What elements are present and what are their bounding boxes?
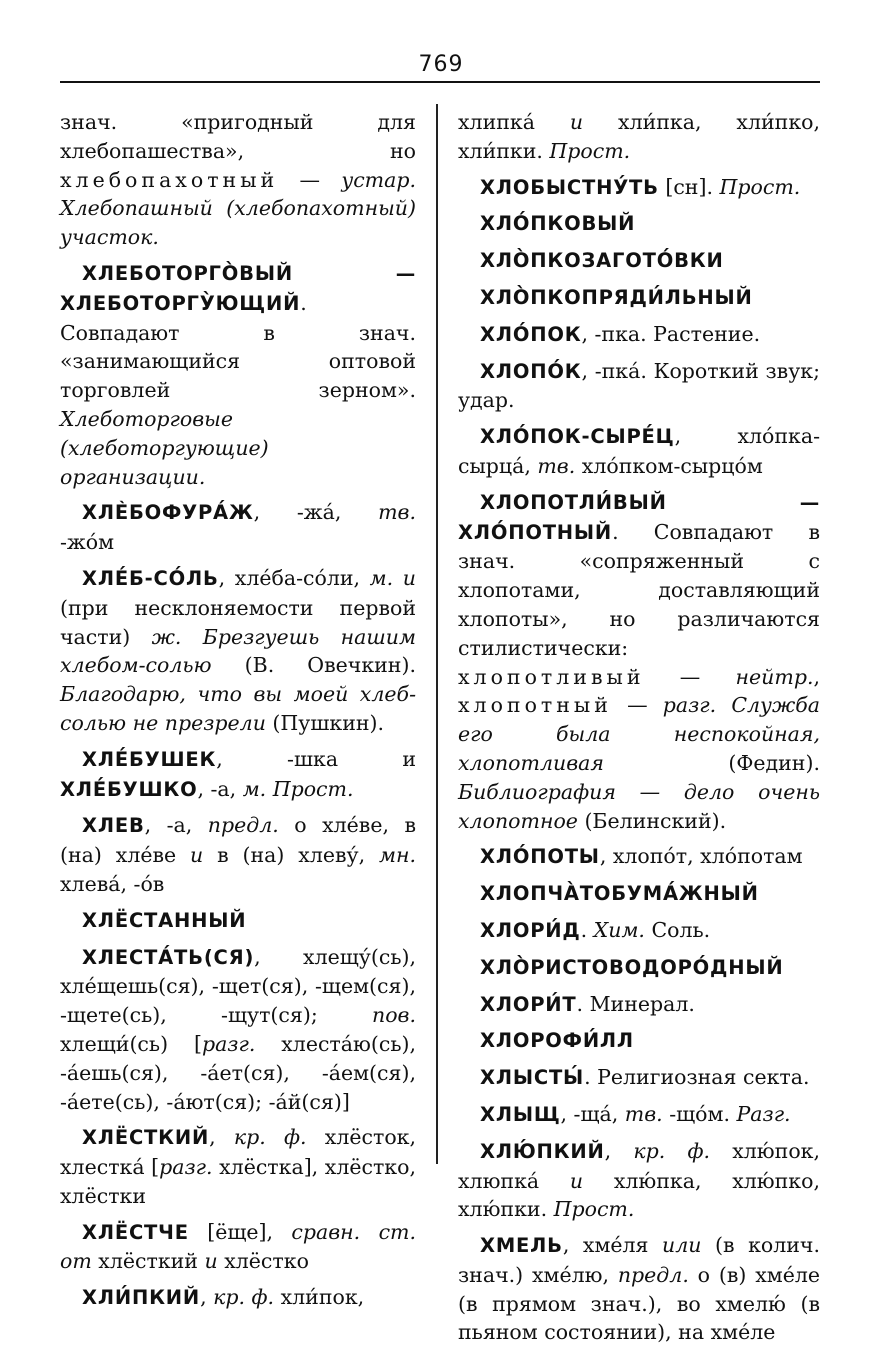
header-rule bbox=[60, 81, 820, 83]
headword: ХМЕЛЬ bbox=[480, 1234, 563, 1258]
page-number: 769 bbox=[418, 52, 464, 77]
italic-note: Библиография — дело очень хлопотное bbox=[458, 779, 820, 833]
dictionary-entry bbox=[458, 953, 820, 983]
dictionary-entry bbox=[60, 498, 416, 557]
italic-note: и bbox=[569, 1168, 584, 1193]
entry-text: . Минерал. bbox=[576, 991, 695, 1016]
dictionary-entry bbox=[60, 943, 416, 1117]
entry-text: о (в) хме́ле (в прямом знач.), во хмелю́ (в пьяном состоянии), на хме́ле bbox=[458, 1262, 820, 1345]
entry-text: (при несклоняемости первой части) bbox=[60, 595, 416, 649]
dictionary-entry bbox=[458, 1026, 820, 1056]
dictionary-entry bbox=[458, 283, 820, 313]
dictionary-entry bbox=[60, 1218, 416, 1277]
entry-text: , -жа́, bbox=[253, 500, 379, 525]
entry-text: — bbox=[611, 693, 663, 718]
headword: ХЛЁСТКИЙ bbox=[82, 1126, 210, 1150]
italic-note: предл. bbox=[617, 1262, 689, 1287]
headword: ХЛЕ́Б-СО́ЛЬ bbox=[82, 566, 219, 590]
dictionary-entry bbox=[458, 173, 820, 203]
entry-text: (Пушкин). bbox=[265, 710, 385, 735]
headword: ХЛЁСТАННЫЙ bbox=[82, 908, 247, 932]
dictionary-entry bbox=[60, 745, 416, 805]
headword: ХЛО́ПОТЫ bbox=[480, 845, 600, 869]
italic-note: Прост. bbox=[553, 1197, 635, 1222]
headword: ХЛОБЫСТНУ́ТЬ bbox=[480, 175, 659, 199]
dictionary-entry bbox=[60, 564, 416, 738]
headword: ХЛО̀РИСТОВОДОРО́ДНЫЙ bbox=[480, 955, 784, 979]
italic-note: и bbox=[569, 110, 584, 134]
entry-text: (Федин). bbox=[603, 750, 820, 775]
entry-text: (В. Овечкин). bbox=[211, 653, 416, 678]
entry-text: , хлещу́(сь), хле́щешь(ся), -щет(ся), -щем(ся), -щете(сь), -щут(ся); bbox=[60, 944, 416, 1028]
entry-text: хлещи́(сь) [ bbox=[60, 1031, 202, 1056]
italic-note: Благодарю, что вы моей хлеб-солью не презрели bbox=[60, 682, 416, 735]
headword: ХЛОРИ́Т bbox=[480, 992, 577, 1016]
entry-text: , хлопо́т, хло́потам bbox=[599, 844, 803, 869]
headword: ХЛО́ПКОВЫЙ bbox=[480, 212, 636, 236]
entry-text: , -ща́, bbox=[560, 1101, 625, 1126]
italic-note: Хлеботорговые (хлеботоргующие) организации. bbox=[60, 406, 269, 489]
entry-text: хлёстко bbox=[217, 1249, 309, 1274]
italic-note: ж. Брезгуешь нашим хлебом-солью bbox=[60, 624, 416, 678]
dictionary-entry bbox=[458, 879, 820, 909]
entry-text: хлю́пок, хлюпка́ bbox=[458, 1138, 820, 1193]
right-column bbox=[458, 108, 820, 1347]
entry-text: о хле́ве, в (на) хле́ве bbox=[60, 813, 417, 868]
dictionary-entry bbox=[458, 990, 820, 1020]
italic-note: и bbox=[204, 1249, 218, 1274]
entry-text: — bbox=[644, 664, 736, 689]
dictionary-entry bbox=[458, 246, 820, 276]
entry-text: , хло́пка-сырца́, bbox=[458, 424, 820, 478]
entry-text: , -пка́. Короткий звук; удар. bbox=[458, 358, 820, 413]
entry-text: , хме́ля bbox=[562, 1233, 663, 1258]
entry-text: -що́м. bbox=[662, 1101, 737, 1126]
dictionary-entry bbox=[60, 811, 416, 898]
headword: ХЛОПЧА̀ТОБУМА́ЖНЫЙ bbox=[480, 882, 759, 906]
italic-note: Разг. bbox=[736, 1101, 791, 1126]
entry-text: в (на) хлеву́, bbox=[203, 843, 379, 868]
headword: ХЛОРИ́Д bbox=[480, 918, 581, 942]
italic-note: пов. bbox=[372, 1003, 416, 1028]
headword: ХЛЕБОТОРГО̀ВЫЙ — ХЛЕБОТОРГУ̀ЮЩИЙ bbox=[60, 261, 416, 315]
entry-text: . bbox=[580, 917, 594, 942]
entry-text: . Религиозная секта. bbox=[584, 1065, 810, 1090]
dictionary-entry bbox=[458, 488, 820, 836]
entry-text: хлёсткий bbox=[91, 1249, 205, 1274]
italic-note: кр. ф. bbox=[213, 1285, 275, 1310]
entry-text: . Совпадают в знач. «сопряженный с хлопотами, доставляющий хлопоты», но различаются стилистически: bbox=[458, 519, 820, 660]
entry-text: хлеста́ю(сь), -а́ешь(ся), -а́ет(ся), -а́ем(ся), -а́ете(сь), -а́ют(ся); -а́й(ся)] bbox=[60, 1031, 416, 1114]
dictionary-entry bbox=[458, 1063, 820, 1093]
headword: ХЛЕ́БУШКО bbox=[60, 777, 198, 801]
italic-note: предл. bbox=[207, 813, 279, 838]
italic-note: Хим. bbox=[593, 917, 645, 942]
italic-note: кр. ф. bbox=[233, 1125, 307, 1150]
italic-note: м. Прост. bbox=[242, 776, 354, 801]
italic-note: и bbox=[190, 843, 204, 868]
entry-text: хлева́, -о́в bbox=[60, 871, 165, 896]
headword: ХЛЫЩ bbox=[480, 1102, 561, 1126]
headword: ХЛЁСТЧЕ bbox=[82, 1220, 189, 1244]
headword: ХЛО̀ПКОЗАГОТО́ВКИ bbox=[480, 249, 724, 273]
headword: ХЛЫСТЫ́ bbox=[480, 1066, 585, 1090]
dictionary-entry bbox=[458, 320, 820, 350]
dictionary-entry bbox=[458, 1100, 820, 1130]
left-column bbox=[60, 108, 416, 1313]
entry-text: хлю́пка, хлю́пко, хлю́пки. bbox=[458, 1168, 820, 1222]
entry-text: хло́пком-сырцо́м bbox=[575, 453, 763, 478]
dictionary-entry bbox=[458, 1137, 820, 1224]
entry-text: хли́пок, bbox=[274, 1285, 365, 1310]
entry-text: , -а, bbox=[197, 776, 243, 801]
headword: ХЛОПО́К bbox=[480, 359, 582, 383]
italic-note: тв. bbox=[378, 500, 416, 525]
entry-text: — bbox=[278, 167, 342, 192]
italic-note: сравн. ст. от bbox=[60, 1219, 417, 1274]
dictionary-entry bbox=[458, 108, 820, 166]
italic-note: Прост. bbox=[719, 174, 801, 199]
italic-note: м. и bbox=[369, 565, 416, 590]
dictionary-entry bbox=[60, 108, 416, 252]
italic-note: кр. ф. bbox=[633, 1138, 711, 1163]
headword: ХЛО́ПОК-СЫРЕ́Ц bbox=[480, 425, 675, 449]
headword: ХЛЕСТА́ТЬ(СЯ) bbox=[82, 945, 255, 969]
entry-text: хлипка́ bbox=[458, 110, 570, 134]
dictionary-entry bbox=[60, 1283, 416, 1313]
italic-note: разг. bbox=[201, 1031, 256, 1056]
headword: ХЛЀБОФУРА́Ж bbox=[82, 501, 254, 525]
headword: ХЛЕВ bbox=[82, 814, 145, 838]
dictionary-entry bbox=[458, 422, 820, 481]
italic-note: нейтр. bbox=[735, 664, 814, 689]
italic-note: тв. bbox=[624, 1101, 663, 1126]
entry-text: (Белинский). bbox=[577, 808, 727, 833]
spaced-word: хлопотный bbox=[458, 693, 612, 718]
entry-text: Соль. bbox=[644, 917, 711, 942]
entry-text: , bbox=[813, 664, 820, 689]
entry-text: , -пка. Растение. bbox=[581, 321, 761, 346]
dictionary-entry bbox=[458, 842, 820, 872]
spaced-word: хлопотливый bbox=[458, 664, 645, 689]
headword: ХЛЕ́БУШЕК bbox=[82, 747, 217, 771]
entry-text: . Совпадают в знач. «занимающийся оптовой торговлей зерном». bbox=[60, 290, 416, 403]
entry-text: [сн]. bbox=[658, 174, 720, 199]
entry-text: , хле́ба-со́ли, bbox=[218, 565, 370, 590]
dictionary-entry bbox=[458, 1231, 820, 1347]
headword: ХЛИ́ПКИЙ bbox=[82, 1286, 201, 1310]
entry-text: , bbox=[200, 1285, 214, 1310]
entry-text: хлёсток, хлестка́ [ bbox=[60, 1125, 416, 1180]
headword: ХЛЮ́ПКИЙ bbox=[480, 1139, 605, 1163]
italic-note: мн. bbox=[378, 843, 416, 868]
column-divider bbox=[436, 104, 438, 1164]
dictionary-entry bbox=[60, 259, 416, 491]
entry-text: , -шка и bbox=[216, 746, 416, 771]
dictionary-entry bbox=[60, 906, 416, 936]
italic-note: разг. bbox=[159, 1155, 213, 1180]
entry-text: (в колич. знач.) хме́лю, bbox=[458, 1233, 820, 1287]
dictionary-entry bbox=[458, 209, 820, 239]
dictionary-entry bbox=[458, 357, 820, 416]
entry-text: , -а, bbox=[144, 813, 208, 838]
entry-text: , bbox=[604, 1138, 634, 1163]
headword: ХЛОПОТЛИ́ВЫЙ — ХЛО́ПОТНЫЙ bbox=[458, 490, 820, 544]
entry-text: хли́пка, хли́пко, хли́пки. bbox=[458, 110, 821, 163]
headword: ХЛО̀ПКОПРЯДИ́ЛЬНЫЙ bbox=[480, 285, 753, 309]
headword: ХЛО́ПОК bbox=[480, 322, 582, 346]
entry-text: хлёстка], хлёстко, хлёстки bbox=[60, 1155, 416, 1208]
italic-note: разг. Служба его была неспокойная, хлопотливая bbox=[458, 693, 820, 775]
italic-note: или bbox=[662, 1233, 702, 1258]
italic-note: Прост. bbox=[549, 138, 631, 163]
entry-text: -жо́м bbox=[60, 530, 115, 555]
dictionary-entry bbox=[458, 916, 820, 946]
italic-note: устар. Хлебопашный (хлебопахотный) участок. bbox=[60, 167, 416, 250]
entry-text: [ёще], bbox=[188, 1219, 292, 1244]
dictionary-entry bbox=[60, 1123, 416, 1210]
headword: ХЛОРОФИ́ЛЛ bbox=[480, 1029, 634, 1053]
spaced-word: хлебопахотный bbox=[60, 167, 279, 192]
entry-text: знач. «пригодный для хлебопашества», но bbox=[60, 110, 416, 163]
entry-text: , bbox=[209, 1125, 234, 1150]
italic-note: тв. bbox=[537, 453, 576, 478]
